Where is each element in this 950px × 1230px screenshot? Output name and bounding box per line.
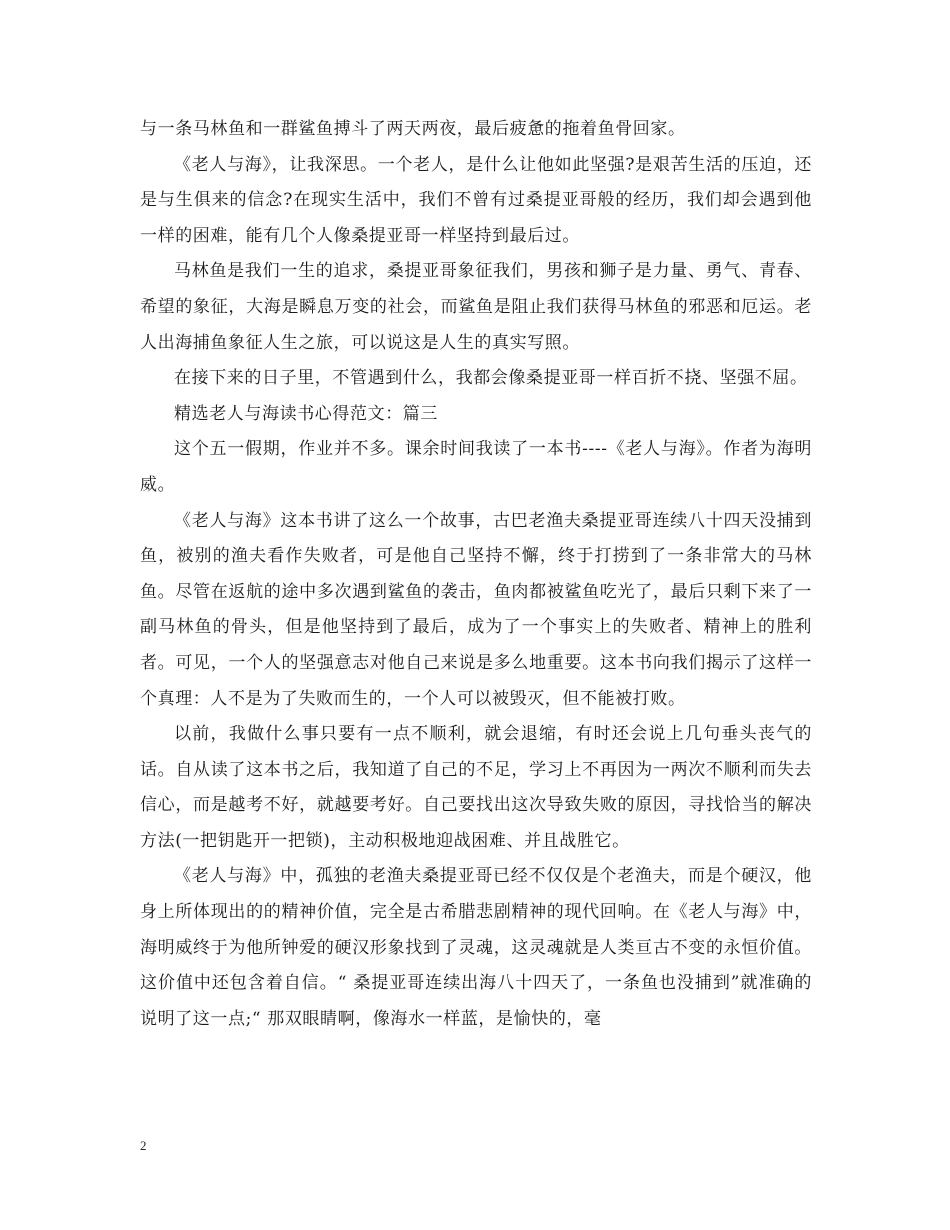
paragraph: 《老人与海》这本书讲了这么一个故事，古巴老渔夫桑提亚哥连续八十四天没捕到鱼，被别的渔夫看作失败者，可是他自己坚持不懈，终于打捞到了一条非常大的马林鱼。尽管在返航的途中多次遇到鲨鱼的袭击，鱼肉都被鲨鱼吃光了，最后只剩下来了一副马林鱼的骨头，但是他坚持到了最后，成为了一个事实上的失败者、精神上的胜利者。可见，一个人的坚强意志对他自己来说是多么地重要。这本书向我们揭示了这样一个真理：人不是为了失败而生的，一个人可以被毁灭，但不能被打败。 xyxy=(140,510,812,709)
paragraph: 以前，我做什么事只要有一点不顺利，就会退缩，有时还会说上几句垂头丧气的话。自从读了这本书之后，我知道了自己的不足，学习上不再因为一两次不顺利而失去信心，而是越考不好，就越要考好。自己要找出这次导致失败的原因，寻找恰当的解决方法(一把钥匙开一把锁)，主动积极地迎战困难、并且战胜它。 xyxy=(140,724,812,851)
paragraph-continuation: 与一条马林鱼和一群鲨鱼搏斗了两天两夜，最后疲惫的拖着鱼骨回家。 xyxy=(140,119,686,139)
paragraph: 这个五一假期，作业并不多。课余时间我读了一本书----《老人与海》。作者为海明威。 xyxy=(140,439,812,495)
paragraph: 马林鱼是我们一生的追求，桑提亚哥象征我们，男孩和狮子是力量、勇气、青春、希望的象征，大海是瞬息万变的社会，而鲨鱼是阻止我们获得马林鱼的邪恶和厄运。老人出海捕鱼象征人生之旅，可以说这是人生的真实写照。 xyxy=(140,261,812,353)
section-heading: 精选老人与海读书心得范文：篇三 xyxy=(174,403,438,424)
paragraph: 《老人与海》，让我深思。一个老人，是什么让他如此坚强?是艰苦生活的压迫，还是与生俱来的信念?在现实生活中，我们不曾有过桑提亚哥般的经历，我们却会遇到他一样的困难，能有几个人像桑提亚哥一样坚持到最后过。 xyxy=(140,154,812,246)
page-number: 2 xyxy=(140,1138,147,1153)
paragraph: 在接下来的日子里，不管遇到什么，我都会像桑提亚哥一样百折不挠、坚强不屈。 xyxy=(174,368,808,389)
paragraph: 《老人与海》中，孤独的老渔夫桑提亚哥已经不仅仅是个老渔夫，而是个硬汉，他身上所体现出的的精神价值，完全是古希腊悲剧精神的现代回响。在《老人与海》中，海明威终于为他所钟爱的硬汉形象找到了灵魂，这灵魂就是人类亘古不变的永恒价值。这价值中还包含着自信。“ 桑提亚哥连续出海八十四天了，一条鱼也没捕到”就准确的说明了这一点;“ 那双眼睛啊，像海水一样蓝，是愉快的，毫 xyxy=(140,866,812,1029)
document-body xyxy=(140,112,812,1037)
